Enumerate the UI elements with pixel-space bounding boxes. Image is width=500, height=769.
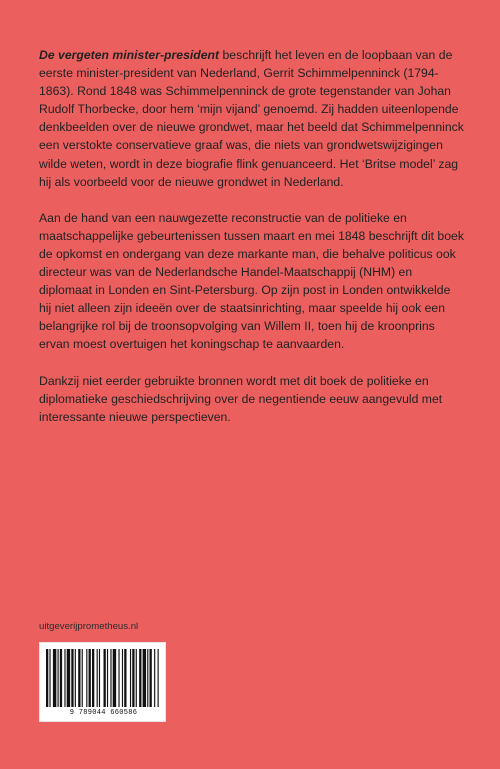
barcode-bar	[136, 649, 137, 707]
barcode-bar	[143, 649, 146, 707]
barcode-number: 9 789044 660586	[69, 709, 138, 717]
barcode-bar	[82, 649, 83, 707]
barcode-bar	[158, 649, 159, 707]
barcode-bar	[113, 649, 116, 707]
barcode-bar	[99, 649, 100, 707]
barcode-bar	[130, 649, 131, 707]
closing-paragraph: Dankzij niet eerder gebruikte bronnen wordt met dit boek de politieke en diplomatieke geschiedschrijving over de negentiende eeuw aangevuld met interessante nieuwe perspectieven.	[39, 373, 443, 424]
barcode	[39, 642, 166, 722]
middle-paragraph: Aan de hand van een nauwgezette reconstructie van de politieke en maatschappelijke gebeurtenissen tussen maart en mei 1848 beschrijft dit boek de opkomst en ondergang van deze markante man, die behalve politicus ook directeur was van de Nederlandsche Handel-Maatschappij (NHM) en diplomaat in Londen en Sint-Petersburg. Op zijn post in Londen ontwikkelde hij niet alleen zijn ideeën over de staatsinrichting, maar speelde hij ook een belangrijke rol bij de troonsopvolging van Willem II, toen hij de kroonprins ervan moest overtuigen het koningschap te aanvaarden.	[39, 210, 464, 352]
barcode-bar	[78, 649, 80, 707]
barcode-bar	[104, 649, 106, 707]
barcode-bar	[118, 649, 119, 707]
barcode-bar	[89, 649, 91, 707]
barcode-bar	[86, 649, 87, 707]
barcode-bar	[132, 649, 134, 707]
barcode-bar	[60, 649, 62, 707]
barcode-bar	[67, 649, 70, 707]
barcode-bar	[71, 649, 73, 707]
book-title: De vergeten minister-president	[39, 48, 220, 62]
barcode-bar	[58, 649, 59, 707]
barcode-bar	[110, 649, 111, 707]
barcode-bar	[53, 649, 56, 707]
cover-text	[39, 46, 464, 444]
barcode-bar	[64, 649, 65, 707]
barcode-bars	[46, 649, 161, 707]
barcode-bar	[46, 649, 48, 707]
barcode-bar	[49, 649, 50, 707]
intro-paragraph-text: beschrijft het leven en de loopbaan van de eerste minister-president van Nederland, Gerrit Schimmelpenninck (1794-1863). Rond 1848 was Schimmelpenninck de grote tegenstander van Johan Rudolf Thorbecke, door hem ‘mijn vijand’ genoemd. Zij hadden uiteenlopende denkbeelden over de nieuwe grondwet, maar het beeld dat Schimmelpenninck een verstokte conservatieve graaf was, die niets van grondwetswijzigingen wilde weten, wordt in deze biografie flink genuanceerd. Het ‘Britse model’ zag hij als voorbeeld voor de nieuwe grondwet in Nederland.	[39, 48, 464, 189]
barcode-bar	[92, 649, 94, 707]
barcode-bar	[97, 649, 98, 707]
barcode-bar	[154, 649, 155, 707]
barcode-bar	[124, 649, 126, 707]
barcode-bar	[139, 649, 141, 707]
intro-paragraph	[39, 46, 464, 191]
barcode-bar	[147, 649, 148, 707]
barcode-bar	[122, 649, 123, 707]
barcode-bar	[150, 649, 152, 707]
publisher-url: uitgeverijprometheus.nl	[39, 621, 139, 632]
barcode-bar	[75, 649, 76, 707]
barcode-bar	[107, 649, 108, 707]
